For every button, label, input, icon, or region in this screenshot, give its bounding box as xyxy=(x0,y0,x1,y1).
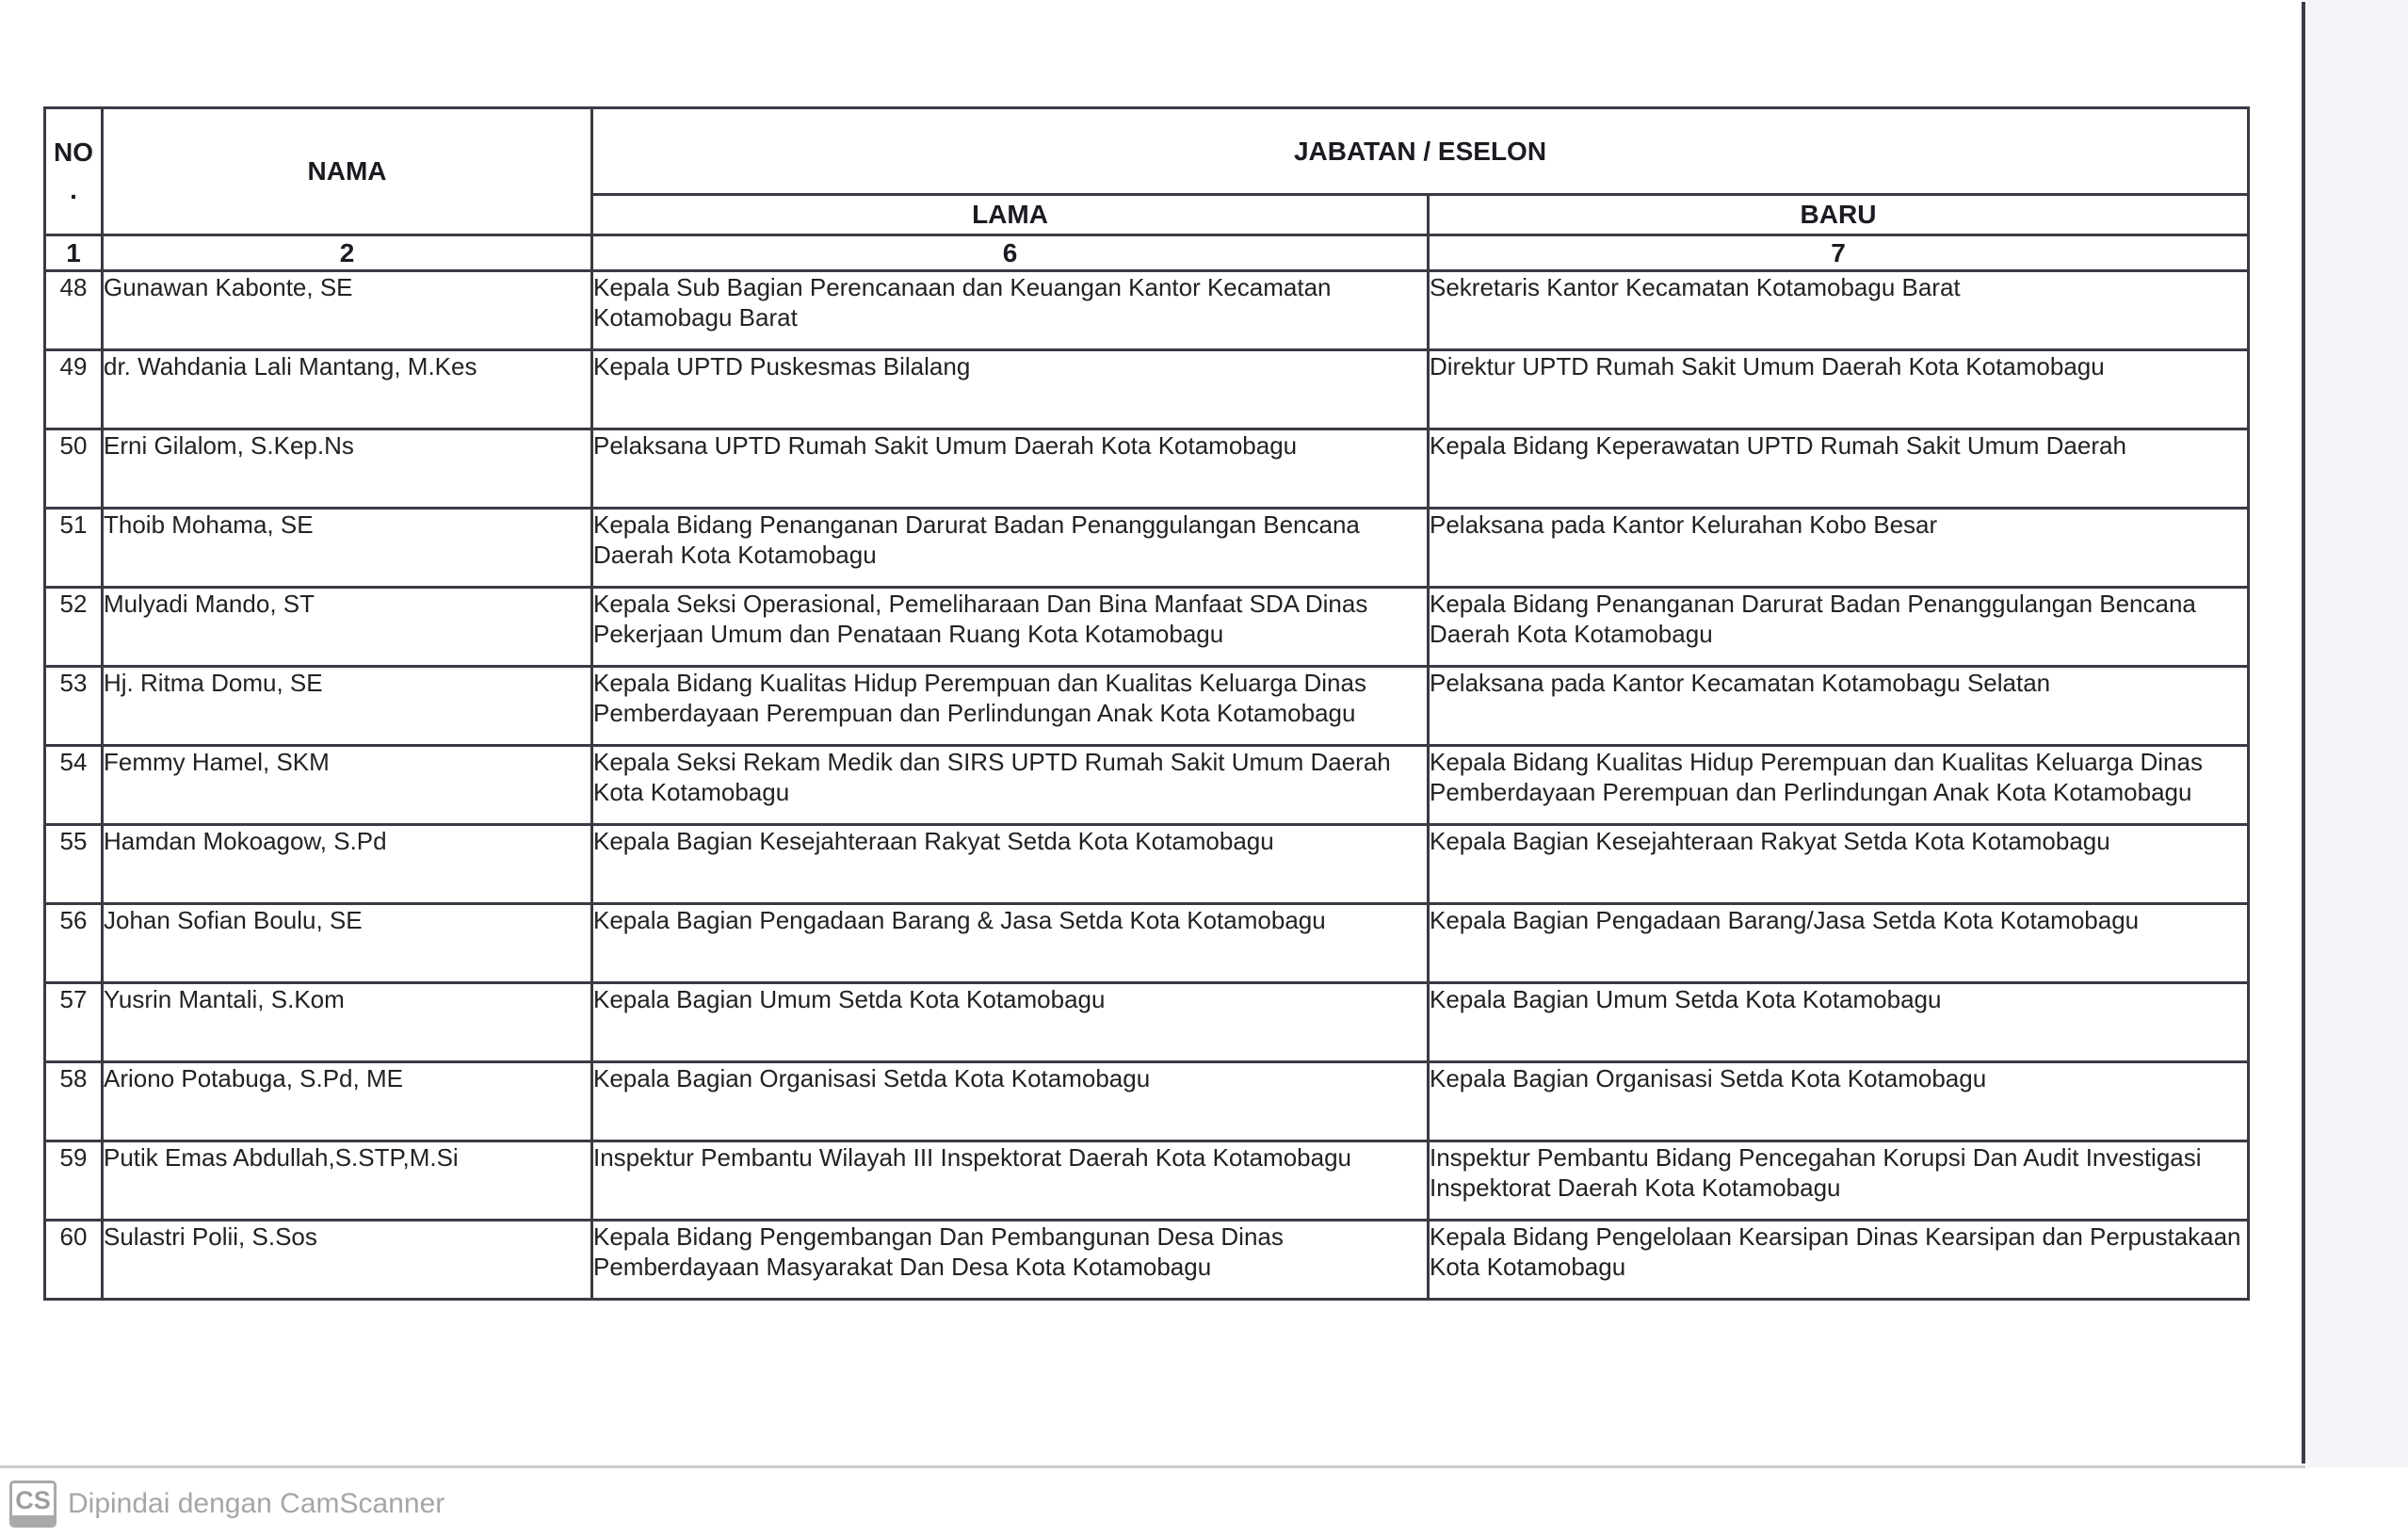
table-row xyxy=(45,667,2249,746)
camscanner-watermark xyxy=(9,1479,444,1529)
row-no: 60 xyxy=(45,1221,103,1300)
row-jabatan-baru: Pelaksana pada Kantor Kelurahan Kobo Besar xyxy=(1429,509,2249,588)
row-jabatan-baru: Kepala Bidang Penanganan Darurat Badan Penanggulangan Bencana Daerah Kota Kotamobagu xyxy=(1429,588,2249,667)
row-jabatan-lama: Kepala Sub Bagian Perencanaan dan Keuangan Kantor Kecamatan Kotamobagu Barat xyxy=(592,271,1429,350)
table-row xyxy=(45,588,2249,667)
row-nama: Sulastri Polii, S.Sos xyxy=(103,1221,592,1300)
row-no: 53 xyxy=(45,667,103,746)
mutation-table xyxy=(43,106,2250,1301)
row-no: 51 xyxy=(45,509,103,588)
row-nama: Gunawan Kabonte, SE xyxy=(103,271,592,350)
table-row xyxy=(45,904,2249,983)
table-row xyxy=(45,746,2249,825)
header-baru: BARU xyxy=(1429,195,2249,235)
header-lama: LAMA xyxy=(592,195,1429,235)
table-row xyxy=(45,509,2249,588)
table-row xyxy=(45,429,2249,509)
row-jabatan-lama: Inspektur Pembantu Wilayah III Inspektorat Daerah Kota Kotamobagu xyxy=(592,1141,1429,1221)
row-jabatan-lama: Kepala Bagian Umum Setda Kota Kotamobagu xyxy=(592,983,1429,1062)
row-nama: Erni Gilalom, S.Kep.Ns xyxy=(103,429,592,509)
row-nama: Johan Sofian Boulu, SE xyxy=(103,904,592,983)
row-jabatan-baru: Kepala Bidang Pengelolaan Kearsipan Dinas Kearsipan dan Perpustakaan Kota Kotamobagu xyxy=(1429,1221,2249,1300)
row-no: 54 xyxy=(45,746,103,825)
header-jabatan-eselon: JABATAN / ESELON xyxy=(592,108,2249,195)
row-jabatan-baru: Kepala Bagian Kesejahteraan Rakyat Setda Kota Kotamobagu xyxy=(1429,825,2249,904)
row-nama: dr. Wahdania Lali Mantang, M.Kes xyxy=(103,350,592,429)
scan-background xyxy=(2307,0,2408,1467)
row-no: 50 xyxy=(45,429,103,509)
header-no-dot: . xyxy=(70,175,77,204)
row-jabatan-baru: Direktur UPTD Rumah Sakit Umum Daerah Kota Kotamobagu xyxy=(1429,350,2249,429)
col-number-6: 6 xyxy=(592,235,1429,271)
row-jabatan-lama: Kepala Bidang Penanganan Darurat Badan Penanggulangan Bencana Daerah Kota Kotamobagu xyxy=(592,509,1429,588)
row-jabatan-lama: Kepala UPTD Puskesmas Bilalang xyxy=(592,350,1429,429)
table-row xyxy=(45,983,2249,1062)
page-edge-bottom xyxy=(0,1465,2305,1468)
row-jabatan-lama: Kepala Bidang Pengembangan Dan Pembangunan Desa Dinas Pemberdayaan Masyarakat Dan Desa Kota Kotamobagu xyxy=(592,1221,1429,1300)
row-jabatan-baru: Kepala Bagian Pengadaan Barang/Jasa Setda Kota Kotamobagu xyxy=(1429,904,2249,983)
row-no: 58 xyxy=(45,1062,103,1141)
row-no: 57 xyxy=(45,983,103,1062)
row-nama: Yusrin Mantali, S.Kom xyxy=(103,983,592,1062)
row-nama: Mulyadi Mando, ST xyxy=(103,588,592,667)
row-jabatan-baru: Kepala Bagian Umum Setda Kota Kotamobagu xyxy=(1429,983,2249,1062)
row-no: 55 xyxy=(45,825,103,904)
row-nama: Putik Emas Abdullah,S.STP,M.Si xyxy=(103,1141,592,1221)
row-jabatan-lama: Kepala Bagian Kesejahteraan Rakyat Setda Kota Kotamobagu xyxy=(592,825,1429,904)
row-jabatan-baru: Sekretaris Kantor Kecamatan Kotamobagu Barat xyxy=(1429,271,2249,350)
table-row xyxy=(45,1062,2249,1141)
row-jabatan-baru: Kepala Bidang Kualitas Hidup Perempuan dan Kualitas Keluarga Dinas Pemberdayaan Perempuan dan Perlindungan Anak Kota Kotamobagu xyxy=(1429,746,2249,825)
row-jabatan-baru: Pelaksana pada Kantor Kecamatan Kotamobagu Selatan xyxy=(1429,667,2249,746)
row-no: 59 xyxy=(45,1141,103,1221)
header-no xyxy=(45,108,103,235)
table-row xyxy=(45,1221,2249,1300)
row-jabatan-lama: Kepala Seksi Operasional, Pemeliharaan Dan Bina Manfaat SDA Dinas Pekerjaan Umum dan Penataan Ruang Kota Kotamobagu xyxy=(592,588,1429,667)
col-number-1: 1 xyxy=(45,235,103,271)
row-jabatan-baru: Inspektur Pembantu Bidang Pencegahan Korupsi Dan Audit Investigasi Inspektorat Daerah Kota Kotamobagu xyxy=(1429,1141,2249,1221)
row-jabatan-lama: Pelaksana UPTD Rumah Sakit Umum Daerah Kota Kotamobagu xyxy=(592,429,1429,509)
table-row xyxy=(45,350,2249,429)
row-jabatan-lama: Kepala Bagian Organisasi Setda Kota Kotamobagu xyxy=(592,1062,1429,1141)
page-edge-right xyxy=(2302,2,2305,1464)
table-row xyxy=(45,825,2249,904)
row-jabatan-baru: Kepala Bagian Organisasi Setda Kota Kotamobagu xyxy=(1429,1062,2249,1141)
row-jabatan-lama: Kepala Bidang Kualitas Hidup Perempuan dan Kualitas Keluarga Dinas Pemberdayaan Perempuan dan Perlindungan Anak Kota Kotamobagu xyxy=(592,667,1429,746)
row-jabatan-lama: Kepala Seksi Rekam Medik dan SIRS UPTD Rumah Sakit Umum Daerah Kota Kotamobagu xyxy=(592,746,1429,825)
camscanner-text: Dipindai dengan CamScanner xyxy=(68,1488,445,1519)
table-row xyxy=(45,271,2249,350)
row-nama: Ariono Potabuga, S.Pd, ME xyxy=(103,1062,592,1141)
row-no: 56 xyxy=(45,904,103,983)
table-row xyxy=(45,1141,2249,1221)
camscanner-logo-icon xyxy=(9,1480,57,1528)
header-no-label: NO xyxy=(54,138,93,167)
row-no: 49 xyxy=(45,350,103,429)
row-jabatan-lama: Kepala Bagian Pengadaan Barang & Jasa Setda Kota Kotamobagu xyxy=(592,904,1429,983)
header-nama: NAMA xyxy=(103,108,592,235)
row-no: 52 xyxy=(45,588,103,667)
row-no: 48 xyxy=(45,271,103,350)
camscanner-logo-text: CS xyxy=(15,1486,51,1514)
row-nama: Femmy Hamel, SKM xyxy=(103,746,592,825)
col-number-7: 7 xyxy=(1429,235,2249,271)
row-nama: Hamdan Mokoagow, S.Pd xyxy=(103,825,592,904)
row-nama: Hj. Ritma Domu, SE xyxy=(103,667,592,746)
col-number-2: 2 xyxy=(103,235,592,271)
row-jabatan-baru: Kepala Bidang Keperawatan UPTD Rumah Sakit Umum Daerah xyxy=(1429,429,2249,509)
row-nama: Thoib Mohama, SE xyxy=(103,509,592,588)
